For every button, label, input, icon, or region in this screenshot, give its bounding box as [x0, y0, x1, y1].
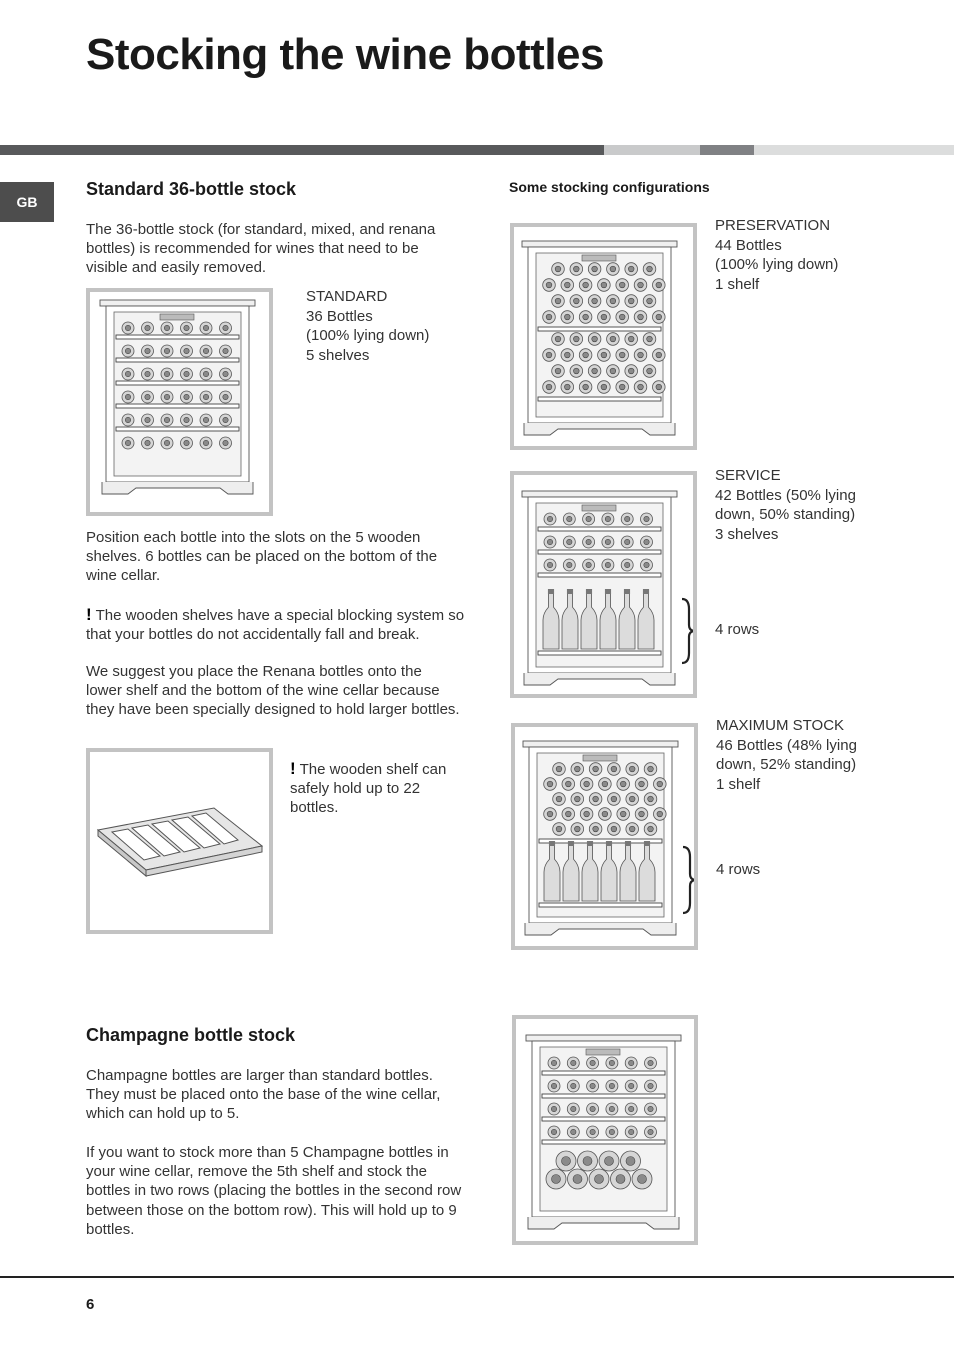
bottle-neck [574, 826, 580, 832]
header-bar-mid [700, 145, 754, 155]
standard-heading: Standard 36-bottle stock [86, 179, 297, 199]
bottle-neck [567, 516, 572, 521]
bottle-neck [626, 1157, 635, 1166]
warning-text: The wooden shelves have a special blocking system so that your bottles do not accidentally fall and break. [86, 607, 465, 644]
bottle-neck [584, 811, 590, 817]
standard-caption-line: 5 shelves [306, 346, 370, 364]
bottle-neck [184, 440, 189, 445]
cellar-drawing [523, 741, 678, 935]
bottle-neck [546, 314, 552, 320]
cabinet-top [523, 741, 678, 747]
shelf [116, 404, 239, 408]
bottle-neck [571, 1106, 576, 1111]
bottle-neck [574, 796, 580, 802]
shelf [116, 427, 239, 431]
cellar-drawing [526, 1035, 681, 1229]
bottle-neck [625, 539, 630, 544]
bottle-neck [610, 298, 616, 304]
bottle-neck [223, 371, 228, 376]
bottle-neck [656, 352, 662, 358]
service-caption [715, 466, 856, 544]
header-bar-light [604, 145, 700, 155]
champagne-para2: If you want to stock more than 5 Champagne bottles in your wine cellar, remove the 5th shelf and stock the bottles in two rows (placing the bottles in the second row between those on the bottom row). This will hold up to 9 bottles. [86, 1144, 462, 1238]
standard-caption-line: (100% lying down) [306, 327, 430, 344]
bottle-neck [571, 1083, 576, 1088]
bottle-neck [647, 368, 653, 374]
header-bar-dark [0, 145, 604, 155]
bottle-neck [619, 314, 625, 320]
bottle-neck [551, 1106, 556, 1111]
bottle-neck [648, 766, 654, 772]
bottle-neck [564, 384, 570, 390]
bottle-neck [647, 266, 653, 272]
bottle-neck [601, 282, 607, 288]
bottle-neck [203, 417, 208, 422]
bottle-neck [145, 394, 150, 399]
bottle-neck [610, 266, 616, 272]
bottle-neck [184, 325, 189, 330]
shelf [538, 397, 661, 401]
warning-mark: ! [86, 605, 92, 624]
bottle-neck [564, 352, 570, 358]
bottle-neck [125, 348, 130, 353]
service-caption-line: down, 50% standing) [715, 506, 856, 523]
warning-text: The wooden shelf can safely hold up to 22 bottles. [290, 761, 447, 817]
bottle-neck [145, 417, 150, 422]
cellar-drawing [522, 491, 677, 685]
bottle-neck [647, 336, 653, 342]
bottle-neck [639, 811, 645, 817]
bottle-neck [592, 266, 598, 272]
wooden-shelf-illustration [86, 748, 273, 934]
bottle-neck [602, 781, 608, 787]
bottle-neck [556, 766, 562, 772]
bottle-neck [629, 1129, 634, 1134]
service-rows-label: 4 rows [715, 621, 760, 638]
cabinet-top [522, 241, 677, 247]
bottle-neck [619, 352, 625, 358]
maximum-rows-label: 4 rows [716, 861, 761, 878]
bottle-neck [657, 811, 663, 817]
bottle-neck [573, 298, 579, 304]
bottle-neck [546, 384, 552, 390]
bottle-neck [629, 826, 635, 832]
bottle-neck [586, 516, 591, 521]
bottle-neck [125, 394, 130, 399]
bottle-neck [629, 796, 635, 802]
bottle-neck [565, 781, 571, 787]
bottle-neck [602, 811, 608, 817]
bottle-neck [164, 371, 169, 376]
bottle-neck [223, 394, 228, 399]
bottle-neck [616, 1175, 625, 1184]
preservation-cellar-illustration [510, 223, 697, 450]
bottle-neck [565, 811, 571, 817]
bottle-neck [590, 1129, 595, 1134]
bottle-cap [643, 589, 649, 594]
bottle-neck [184, 394, 189, 399]
bottle-neck [583, 314, 589, 320]
bottle-neck [546, 352, 552, 358]
bottle-neck [547, 516, 552, 521]
bottle-neck [551, 1129, 556, 1134]
bottle-neck [611, 826, 617, 832]
bottle-neck [125, 440, 130, 445]
standard-warning1 [86, 605, 466, 644]
bottle-neck [644, 562, 649, 567]
bottle-neck [203, 394, 208, 399]
cellar-drawing [522, 241, 677, 435]
bottle-neck [223, 440, 228, 445]
bottle-neck [592, 336, 598, 342]
bottle-neck [595, 1175, 604, 1184]
bottle-neck [593, 766, 599, 772]
bottle-neck [164, 348, 169, 353]
champagne-cellar-illustration [512, 1015, 698, 1245]
bottle-neck [590, 1060, 595, 1065]
bottle-neck [125, 325, 130, 330]
bottle-neck [628, 298, 634, 304]
shelf [542, 1071, 665, 1075]
bottle-neck [590, 1106, 595, 1111]
bottle-neck [656, 384, 662, 390]
preservation-caption-line: PRESERVATION [715, 217, 831, 234]
cabinet-top [522, 491, 677, 497]
service-caption-line: 3 shelves [715, 525, 779, 543]
shelf [539, 839, 662, 843]
maximum-caption [716, 716, 857, 794]
maximum-caption-line: 46 Bottles (48% lying [716, 736, 857, 754]
shelf [538, 573, 661, 577]
bottle-neck [593, 826, 599, 832]
bottle-neck [648, 1060, 653, 1065]
bottle-neck [547, 562, 552, 567]
control-panel [160, 314, 194, 320]
bottle-neck [573, 336, 579, 342]
bottle-neck [583, 282, 589, 288]
bottle-neck [586, 562, 591, 567]
shelf [542, 1094, 665, 1098]
language-tab: GB [0, 182, 54, 222]
bottle-neck [223, 417, 228, 422]
bottle-neck [605, 516, 610, 521]
bottle-neck [628, 368, 634, 374]
bottle-neck [556, 826, 562, 832]
maximum-caption-line: down, 52% standing) [716, 756, 857, 773]
preservation-caption-line: 1 shelf [715, 275, 760, 293]
standard-cellar-illustration [86, 288, 273, 516]
bottle-neck [164, 325, 169, 330]
bottle-neck [629, 1106, 634, 1111]
cabinet-base [524, 673, 675, 685]
service-caption-line: SERVICE [715, 467, 781, 484]
cabinet-top [526, 1035, 681, 1041]
shelf [538, 550, 661, 554]
bottle-neck [583, 352, 589, 358]
standard-warning2 [290, 759, 460, 818]
bottle-neck [145, 325, 150, 330]
bottle-cap [567, 589, 573, 594]
warning-mark: ! [290, 759, 296, 778]
preservation-caption-line: (100% lying down) [715, 256, 839, 273]
bottle-neck [611, 766, 617, 772]
bottle-cap [548, 589, 554, 594]
standard-caption-line: STANDARD [306, 288, 388, 305]
standard-intro: The 36-bottle stock (for standard, mixed, and renana bottles) is recommended for wines that need to be visible and easily removed. [86, 221, 436, 277]
bottle-neck [628, 266, 634, 272]
bottle-neck [629, 1060, 634, 1065]
control-panel [583, 755, 617, 761]
bottle-neck [648, 1129, 653, 1134]
rows-brace [682, 599, 693, 663]
bottle-neck [562, 1157, 571, 1166]
footer-rule [0, 1276, 954, 1278]
bottle-neck [592, 298, 598, 304]
bottle-neck [638, 314, 644, 320]
cabinet-base [525, 923, 676, 935]
control-panel [586, 1049, 620, 1055]
maximum-caption-line: MAXIMUM STOCK [716, 717, 845, 734]
cabinet-base [528, 1217, 679, 1229]
bottle-neck [573, 266, 579, 272]
bottle-neck [547, 811, 553, 817]
bottle-neck [223, 325, 228, 330]
bottle-neck [184, 348, 189, 353]
bottle-neck [601, 352, 607, 358]
standard-para2: We suggest you place the Renana bottles onto the lower shelf and the bottom of the wine cellar because they have been specially designed to hold larger bottles. [86, 663, 460, 719]
bottle-neck [609, 1129, 614, 1134]
bottle-neck [125, 371, 130, 376]
bottle-neck [619, 384, 625, 390]
shelf [116, 381, 239, 385]
bottle-cap [568, 841, 574, 846]
maximum-caption-line: 1 shelf [716, 775, 761, 793]
champagne-para1: Champagne bottles are larger than standard bottles. They must be placed onto the base of the wine cellar, which can hold up to 5. [86, 1067, 441, 1123]
page-number: 6 [86, 1296, 95, 1313]
bottle-neck [648, 796, 654, 802]
bottle-cap [587, 841, 593, 846]
bottle-neck [567, 539, 572, 544]
bottle-neck [223, 348, 228, 353]
bottle-cap [586, 589, 592, 594]
bottle-neck [552, 1175, 561, 1184]
bottle-neck [620, 811, 626, 817]
preservation-caption [715, 216, 838, 294]
bottle-neck [647, 298, 653, 304]
bottle-neck [125, 417, 130, 422]
bottle-neck [644, 516, 649, 521]
cabinet-top [100, 300, 255, 306]
champagne-heading: Champagne bottle stock [86, 1025, 296, 1045]
bottle-neck [638, 282, 644, 288]
bottle-neck [551, 1083, 556, 1088]
bottle-neck [583, 384, 589, 390]
bottle-neck [184, 417, 189, 422]
wooden-shelf-drawing [90, 752, 269, 930]
bottle-neck [164, 417, 169, 422]
bottle-neck [657, 781, 663, 787]
shelf [539, 903, 662, 907]
bottle-cap [624, 589, 630, 594]
bottle-neck [611, 796, 617, 802]
bottle-cap [605, 589, 611, 594]
bottle-neck [547, 539, 552, 544]
bottle-neck [573, 368, 579, 374]
shelf [542, 1140, 665, 1144]
bottle-neck [203, 371, 208, 376]
bottle-neck [605, 1157, 614, 1166]
standard-caption [306, 287, 429, 365]
service-caption-line: 42 Bottles (50% lying [715, 486, 856, 504]
bottle-neck [629, 766, 635, 772]
bottle-neck [656, 314, 662, 320]
shelf [116, 335, 239, 339]
shelf [116, 358, 239, 362]
bottle-neck [601, 314, 607, 320]
service-cellar-illustration [510, 471, 697, 698]
bottle-neck [638, 1175, 647, 1184]
control-panel [582, 255, 616, 261]
bottle-neck [644, 539, 649, 544]
bottle-neck [628, 336, 634, 342]
bottle-neck [583, 1157, 592, 1166]
cellar-drawing [100, 300, 255, 494]
shelf [538, 651, 661, 655]
rows-brace [683, 847, 694, 913]
bottle-neck [555, 368, 561, 374]
bottle-neck [203, 325, 208, 330]
bottle-neck [619, 282, 625, 288]
bottle-neck [164, 394, 169, 399]
bottle-neck [648, 1083, 653, 1088]
bottle-neck [609, 1106, 614, 1111]
bottle-neck [656, 282, 662, 288]
bottle-neck [648, 826, 654, 832]
bottle-neck [574, 766, 580, 772]
cabinet-base [102, 482, 253, 494]
header-bar-pale [754, 145, 954, 155]
bottle-neck [638, 352, 644, 358]
bottle-neck [573, 1175, 582, 1184]
bottle-neck [556, 796, 562, 802]
bottle-neck [203, 348, 208, 353]
bottle-neck [610, 336, 616, 342]
bottle-neck [609, 1083, 614, 1088]
standard-para1: Position each bottle into the slots on the 5 wooden shelves. 6 bottles can be placed on the bottom of the wine cellar. [86, 529, 438, 585]
bottle-neck [609, 1060, 614, 1065]
bottle-neck [592, 368, 598, 374]
page-title: Stocking the wine bottles [86, 30, 604, 79]
bottle-neck [164, 440, 169, 445]
bottle-neck [546, 282, 552, 288]
bottle-neck [648, 1106, 653, 1111]
bottle-neck [586, 539, 591, 544]
bottle-neck [610, 368, 616, 374]
shelf [542, 1117, 665, 1121]
bottle-neck [547, 781, 553, 787]
standard-caption-line: 36 Bottles [306, 307, 373, 325]
shelf [538, 327, 661, 331]
bottle-neck [145, 371, 150, 376]
bottle-neck [625, 516, 630, 521]
control-panel [582, 505, 616, 511]
bottle-neck [555, 336, 561, 342]
bottle-neck [593, 796, 599, 802]
bottle-cap [625, 841, 631, 846]
bottle-neck [555, 266, 561, 272]
configs-heading: Some stocking configurations [509, 179, 710, 195]
preservation-caption-line: 44 Bottles [715, 236, 782, 254]
bottle-neck [564, 282, 570, 288]
bottle-neck [145, 348, 150, 353]
shelf [538, 527, 661, 531]
bottle-cap [644, 841, 650, 846]
bottle-neck [590, 1083, 595, 1088]
bottle-neck [145, 440, 150, 445]
bottle-neck [571, 1060, 576, 1065]
bottle-neck [629, 1083, 634, 1088]
bottle-neck [184, 371, 189, 376]
bottle-cap [549, 841, 555, 846]
bottle-neck [625, 562, 630, 567]
bottle-neck [584, 781, 590, 787]
maximum-cellar-illustration [511, 723, 698, 950]
bottle-neck [601, 384, 607, 390]
cabinet-base [524, 423, 675, 435]
bottle-neck [620, 781, 626, 787]
bottle-cap [606, 841, 612, 846]
bottle-neck [571, 1129, 576, 1134]
bottle-neck [564, 314, 570, 320]
bottle-neck [605, 539, 610, 544]
bottle-neck [203, 440, 208, 445]
bottle-neck [567, 562, 572, 567]
bottle-neck [555, 298, 561, 304]
bottle-neck [639, 781, 645, 787]
bottle-neck [551, 1060, 556, 1065]
bottle-neck [605, 562, 610, 567]
bottle-neck [638, 384, 644, 390]
